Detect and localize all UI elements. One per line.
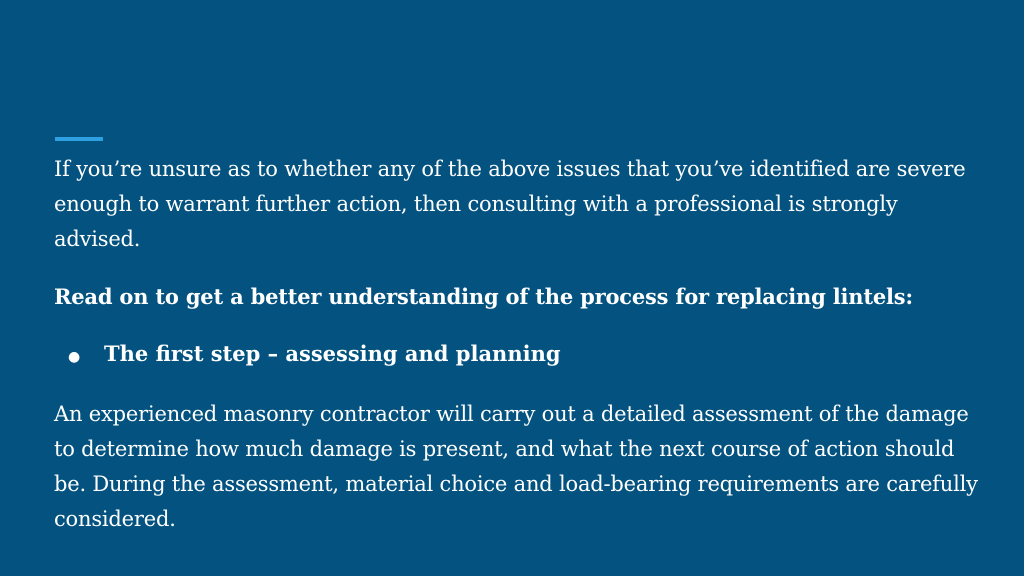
intro-paragraph: If you’re unsure as to whether any of the above issues that you’ve identified are severe enough to warrant further action, then consulting with a professional is strongly advised. (54, 157, 966, 251)
lead-paragraph: Read on to get a better understanding of the process for replacing lintels: (54, 284, 913, 309)
bullet-item (54, 336, 979, 375)
accent-bar (55, 137, 103, 141)
slide-content (54, 152, 979, 537)
body-paragraph: An experienced masonry contractor will carry out a detailed assessment of the damage to determine how much damage is present, and what the next course of action should be. During the assessment, material choice and load-bearing requirements are carefully considered. (54, 402, 978, 531)
bullet-icon: ● (68, 349, 81, 365)
bullet-text: The first step – assessing and planning (104, 341, 561, 366)
